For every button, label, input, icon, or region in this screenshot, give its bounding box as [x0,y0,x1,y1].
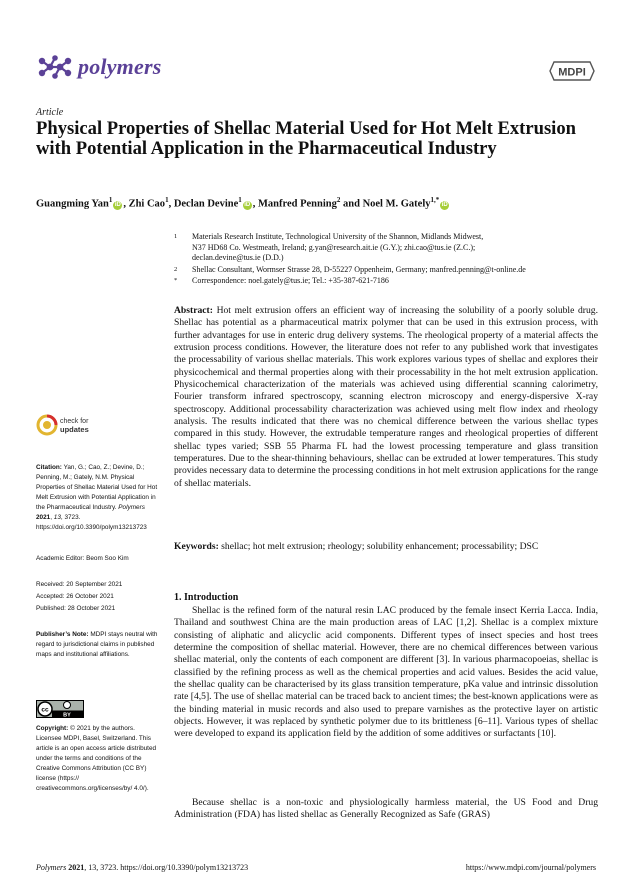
publisher-note: Publisher’s Note: MDPI stays neutral with regard to jurisdictional claims in published maps and institutional affiliations. [36,631,158,658]
abstract [174,305,598,490]
polymers-logo-icon [36,52,74,82]
check-for-updates-icon[interactable] [36,412,136,438]
author-name: Guangming Yan [36,198,109,210]
published-date: Published: 28 October 2021 [36,605,116,612]
journal-name: polymers [78,54,162,79]
footer-journal-url[interactable]: https://www.mdpi.com/journal/polymers [465,863,596,872]
citation-doi[interactable]: , 3723. https://doi.org/10.3390/polym13213723 [36,514,147,531]
author-affiliation: 1 [238,196,242,204]
check-updates-line2: updates [60,425,89,434]
author-name: Noel M. Gately [362,198,431,210]
author-list: Guangming Yan$^1$iD , Zhi Cao$^1$, Declan Devine$^1$iD , Manfred Penning$^2$ and Noel M. Gately$^{1,*}$iD [36,196,448,210]
orcid-icon[interactable]: iD [441,201,448,208]
affiliation-2: 2 Shellac Consultant, Wormser Strasse 28, D-55227 Oppenheim, Germany; manfred.penning@t-online.de [174,265,526,274]
author-affiliation: 1,* [430,196,440,204]
abstract-label: Abstract: [174,305,213,316]
author-affiliation: 2 [336,196,341,204]
citation-block: Citation: Yan, G.; Cao, Z.; Devine, D.; Penning, M.; Gately, N.M. Physical Properties of Shellac Material Used for Hot Melt Extrusion with Potential Application in the Pharmaceutical Industry. Polymers 2021, 13, 3723. https://doi.org/10.3390/polym13213723 [36,464,158,531]
intro-paragraph-1: Shellac is the refined form of the natural resin LAC produced by the female insect Kerria Lacca. India, Thailand and southwest China are the main production areas of LAC [1,2]. Shellac is a complex mixture consisting of aliphatic and alicyclic acid components. Different types of insect species and host trees determine the composition of shellac material. However, there are no chemical differences between various shellac material, only the contents of each component are different [3]. In various pharmacopoeias, shellac is classified by the refining process as well as the chemical properties and acid values. Besides the acid value, the shellac quality can be characterised by its glass transition temperature, pKa value and intrinsic dissolution rate [4,5]. The use of shellac material can be traced back to ancient times; the best-known applications were as the binding material in music records and also used to prepare varnishes as the protective layer on artistic objects. However, it was replaced by synthetic polymer due to its brittleness [6–11]. Various types of shellac were developed to expand its application field by the addition of some additives or surfactants [10]. [174,605,598,740]
accepted-date: Accepted: 26 October 2021 [36,593,114,600]
cc-by-label: BY [63,712,71,718]
paper-title: Physical Properties of Shellac Material Used for Hot Melt Extrusion with Potential Application in the Pharmaceutical Industry [36,118,576,159]
keywords-text: shellac; hot melt extrusion; rheology; solubility enhancement; processability; DSC [221,541,539,552]
mdpi-logo-text: MDPI [558,66,586,79]
keywords [174,541,598,553]
cc-by-license-icon[interactable] [36,700,84,718]
author-name: Manfred Penning [258,198,337,210]
affiliation-1: 1 Materials Research Institute, Technological University of the Shannon, Midlands Midwest, N37 HD68 Co. Westmeath, Ireland; g.yan@research.ait.ie (G.Y.); zhi.cao@tus.ie (Z.C.); declan.devine@tus.ie (D.D.) [174,232,484,262]
received-date: Received: 20 September 2021 [36,581,123,588]
check-updates-line1: check for [60,418,89,425]
intro-paragraph-2: Because shellac is a non-toxic and physiologically harmless material, the US Food and Drug Administration (FDA) has listed shellac as Generally Recognized as Safe (GRAS) [174,797,598,821]
author-affiliation: 1 [165,196,169,204]
abstract-text: Hot melt extrusion offers an efficient way of increasing the solubility of a poorly soluble drug. Shellac has potential as a pharmaceutical matrix polymer that can be used in this extrusion process, with further advantages for use in enteric drug delivery systems. The rheological property of a material affects the extrusion process conditions. However, the literature does not refer to any published work that investigates the processability of various shellac materials. This work explores various types of shellac and explores their physicochemical and thermal properties along with their processability in the hot melt extrusion application. Physicochemical characterization of the materials was achieved using differential scanning calorimetry, Fourier transform infrared spectroscopy, scanning electron microscopy and energy-dispersive X-ray spectroscopy. Additional processability characterization was achieved using melt flow index and rheology analysis. The results indicated that there was no chemical difference between the various shellac types compared in this study. However, the extrudable temperature ranges and rheological properties of different shellac types varied; SSB 55 Pharma FL had the lowest processing temperature and glass transition temperatures. Due to the shear-thinning behaviours, shellac can be extruded at lower temperatures. This study provides necessary data to determine the processing conditions in hot melt extrusion applications for the range of shellac materials. [174,305,598,489]
academic-editor: Academic Editor: Beom Soo Kim [36,555,129,562]
article-type: Article [36,107,64,118]
orcid-icon[interactable]: iD [244,201,251,208]
author-name: Declan Devine [173,198,239,210]
orcid-icon[interactable]: iD [114,201,121,208]
svg-text:cc: cc [41,706,49,714]
author-affiliation: 1 [108,196,113,204]
author-name: Zhi Cao [128,198,166,210]
mdpi-logo-icon [548,60,596,82]
copyright-notice: Copyright: © 2021 by the authors. Licensee MDPI, Basel, Switzerland. This article is an open access article distributed under the terms and conditions of the Creative Commons Attribution (CC BY) license (https:// creativecommons.org/licenses/by/ 4.0/). [36,725,157,792]
footer-citation: Polymers 2021, 13, 3723. https://doi.org/10.3390/polym13213723 [36,863,249,872]
correspondence: * Correspondence: noel.gately@tus.ie; Tel.: +35-387-621-7186 [174,276,389,285]
keywords-label: Keywords: [174,541,219,552]
section-heading: 1. Introduction [174,592,239,603]
